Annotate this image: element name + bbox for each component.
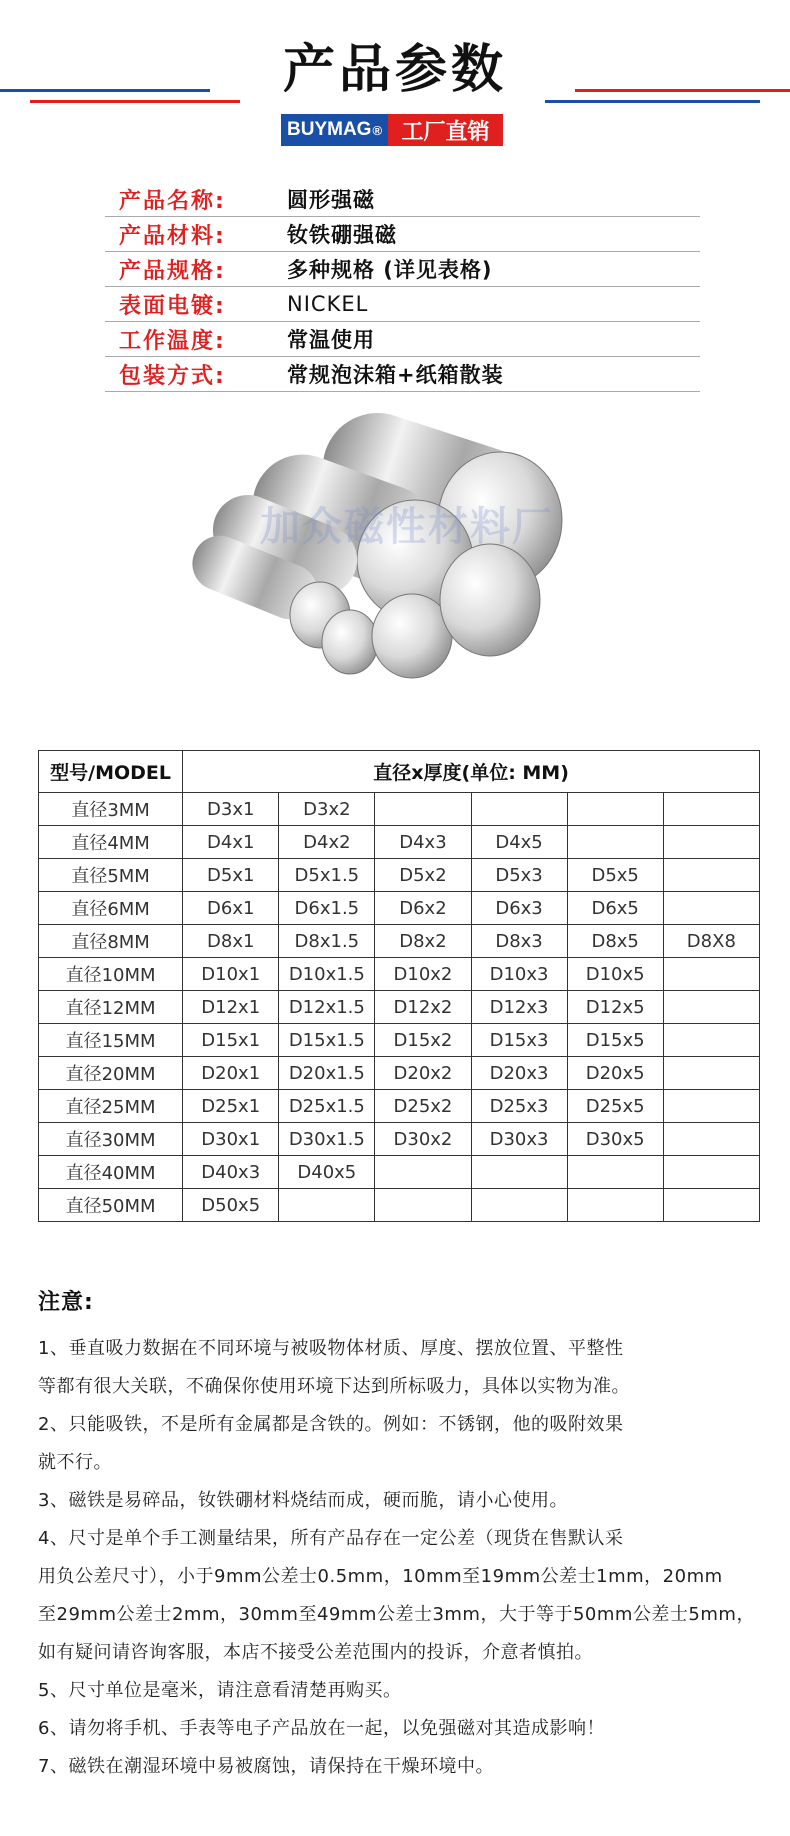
note-line: 至29mm公差士2mm，30mm至49mm公差士3mm，大于等于50mm公差士5mm， xyxy=(38,1604,755,1625)
size-cell: D15x1.5 xyxy=(279,1024,375,1057)
note-line: 2、只能吸铁，不是所有金属都是含铁的。例如：不锈钢，他的吸附效果 xyxy=(38,1414,624,1435)
size-cell: D8x3 xyxy=(471,925,567,958)
size-table xyxy=(38,750,760,1222)
photo-watermark: 加众磁性材料厂 xyxy=(260,504,554,550)
spec-row-plating xyxy=(105,287,700,322)
model-cell: 直径3MM xyxy=(39,793,183,826)
size-cell xyxy=(375,1156,471,1189)
table-row xyxy=(39,793,760,826)
spec-key: 工作温度: xyxy=(119,328,226,354)
size-cell: D5x1.5 xyxy=(279,859,375,892)
model-cell: 直径4MM xyxy=(39,826,183,859)
size-cell: D30x1.5 xyxy=(279,1123,375,1156)
spec-row-temperature xyxy=(105,322,700,357)
size-cell: D4x5 xyxy=(471,826,567,859)
model-cell: 直径5MM xyxy=(39,859,183,892)
size-cell: D15x5 xyxy=(567,1024,663,1057)
page-title: 产品参数 xyxy=(282,40,507,100)
size-cell: D12x1 xyxy=(183,991,279,1024)
spec-value: 圆形强磁 xyxy=(287,188,375,212)
size-cell: D50x5 xyxy=(183,1189,279,1222)
notes-title: 注意: xyxy=(38,1290,94,1315)
size-cell: D30x2 xyxy=(375,1123,471,1156)
size-cell: D20x3 xyxy=(471,1057,567,1090)
size-cell xyxy=(663,826,759,859)
note-line: 5、尺寸单位是毫米，请注意看清楚再购买。 xyxy=(38,1680,402,1701)
size-cell: D15x3 xyxy=(471,1024,567,1057)
spec-value: 多种规格 (详见表格) xyxy=(287,258,493,282)
notes-lines xyxy=(38,1330,755,1786)
size-cell: D8x1 xyxy=(183,925,279,958)
header-dimensions: 直径x厚度(单位: MM) xyxy=(183,751,760,793)
size-cell: D5x3 xyxy=(471,859,567,892)
size-cell: D8X8 xyxy=(663,925,759,958)
notes-section xyxy=(38,1285,755,1786)
model-cell: 直径12MM xyxy=(39,991,183,1024)
table-row xyxy=(39,1024,760,1057)
note-line: 用负公差尺寸），小于9mm公差士0.5mm，10mm至19mm公差士1mm，20mm xyxy=(38,1566,723,1587)
size-cell: D6x3 xyxy=(471,892,567,925)
size-cell: D20x2 xyxy=(375,1057,471,1090)
spec-value: 常温使用 xyxy=(287,328,375,352)
table-header-row xyxy=(39,751,760,793)
size-cell: D6x1.5 xyxy=(279,892,375,925)
spec-list xyxy=(105,182,700,392)
model-cell: 直径25MM xyxy=(39,1090,183,1123)
spec-key: 产品规格: xyxy=(119,258,226,284)
size-cell: D6x1 xyxy=(183,892,279,925)
table-row xyxy=(39,925,760,958)
header-model: 型号/MODEL xyxy=(39,751,183,793)
size-cell xyxy=(471,1189,567,1222)
spec-row-name xyxy=(105,182,700,217)
registered-mark: ® xyxy=(372,122,383,138)
size-cell xyxy=(663,958,759,991)
model-cell: 直径15MM xyxy=(39,1024,183,1057)
size-cell: D25x3 xyxy=(471,1090,567,1123)
table-body xyxy=(39,793,760,1222)
product-photo xyxy=(190,410,600,730)
size-cell: D8x2 xyxy=(375,925,471,958)
brand-name: BUYMAG xyxy=(287,119,372,140)
note-line: 7、磁铁在潮湿环境中易被腐蚀，请保持在干燥环境中。 xyxy=(38,1756,494,1777)
size-cell: D4x2 xyxy=(279,826,375,859)
note-line: 如有疑问请咨询客服，本店不接受公差范围内的投诉，介意者慎拍。 xyxy=(38,1642,593,1663)
size-cell: D6x5 xyxy=(567,892,663,925)
size-cell: D4x1 xyxy=(183,826,279,859)
size-cell: D40x5 xyxy=(279,1156,375,1189)
brand-slogan: 工厂直销 xyxy=(388,114,503,146)
model-cell: 直径6MM xyxy=(39,892,183,925)
spec-row-packaging xyxy=(105,357,700,392)
size-cell: D15x2 xyxy=(375,1024,471,1057)
size-cell: D5x2 xyxy=(375,859,471,892)
size-cell xyxy=(279,1189,375,1222)
size-cell xyxy=(567,826,663,859)
spec-value: 钕铁硼强磁 xyxy=(287,223,397,247)
table-row xyxy=(39,826,760,859)
size-cell xyxy=(375,1189,471,1222)
table-row xyxy=(39,1189,760,1222)
size-cell: D20x1 xyxy=(183,1057,279,1090)
table-row xyxy=(39,859,760,892)
size-cell xyxy=(663,1156,759,1189)
size-cell xyxy=(567,793,663,826)
note-line: 就不行。 xyxy=(38,1452,112,1473)
size-cell: D8x5 xyxy=(567,925,663,958)
note-line: 1、垂直吸力数据在不同环境与被吸物体材质、厚度、摆放位置、平整性 xyxy=(38,1338,624,1359)
brand-badge xyxy=(281,114,503,146)
model-cell: 直径8MM xyxy=(39,925,183,958)
size-cell: D30x1 xyxy=(183,1123,279,1156)
spec-value: 常规泡沫箱+纸箱散装 xyxy=(287,363,504,387)
note-line: 4、尺寸是单个手工测量结果，所有产品存在一定公差（现货在售默认采 xyxy=(38,1528,624,1549)
table-row xyxy=(39,892,760,925)
size-cell xyxy=(663,1189,759,1222)
size-cell: D6x2 xyxy=(375,892,471,925)
size-cell: D4x3 xyxy=(375,826,471,859)
spec-key: 产品材料: xyxy=(119,223,226,249)
size-cell xyxy=(663,1057,759,1090)
note-line: 等都有很大关联，不确保你使用环境下达到所标吸力，具体以实物为准。 xyxy=(38,1376,630,1397)
size-cell: D10x3 xyxy=(471,958,567,991)
model-cell: 直径20MM xyxy=(39,1057,183,1090)
table-row xyxy=(39,1090,760,1123)
size-cell xyxy=(471,1156,567,1189)
size-cell: D10x1.5 xyxy=(279,958,375,991)
size-cell: D30x5 xyxy=(567,1123,663,1156)
header-line-left-red xyxy=(30,100,240,103)
size-cell: D25x2 xyxy=(375,1090,471,1123)
size-cell xyxy=(663,1090,759,1123)
size-cell xyxy=(663,1024,759,1057)
model-cell: 直径50MM xyxy=(39,1189,183,1222)
size-cell: D3x1 xyxy=(183,793,279,826)
size-cell: D25x5 xyxy=(567,1090,663,1123)
size-cell xyxy=(567,1189,663,1222)
size-cell: D40x3 xyxy=(183,1156,279,1189)
spec-key: 包装方式: xyxy=(119,363,226,389)
size-cell: D10x5 xyxy=(567,958,663,991)
spec-value: NICKEL xyxy=(287,292,369,316)
size-cell: D5x1 xyxy=(183,859,279,892)
size-cell: D12x3 xyxy=(471,991,567,1024)
size-cell: D12x2 xyxy=(375,991,471,1024)
size-cell: D15x1 xyxy=(183,1024,279,1057)
size-cell: D20x1.5 xyxy=(279,1057,375,1090)
table-row xyxy=(39,958,760,991)
size-cell: D5x5 xyxy=(567,859,663,892)
model-cell: 直径10MM xyxy=(39,958,183,991)
table-row xyxy=(39,1057,760,1090)
size-cell: D20x5 xyxy=(567,1057,663,1090)
spec-row-size xyxy=(105,252,700,287)
size-cell: D12x1.5 xyxy=(279,991,375,1024)
model-cell: 直径40MM xyxy=(39,1156,183,1189)
size-cell xyxy=(567,1156,663,1189)
spec-key: 表面电镀: xyxy=(119,293,226,319)
size-cell xyxy=(663,892,759,925)
table-row xyxy=(39,991,760,1024)
model-cell: 直径30MM xyxy=(39,1123,183,1156)
size-cell xyxy=(663,1123,759,1156)
size-cell: D10x2 xyxy=(375,958,471,991)
header-line-right-blue xyxy=(545,100,760,103)
table-row xyxy=(39,1123,760,1156)
table-row xyxy=(39,1156,760,1189)
spec-row-material xyxy=(105,217,700,252)
size-cell: D8x1.5 xyxy=(279,925,375,958)
size-cell: D30x3 xyxy=(471,1123,567,1156)
note-line: 3、磁铁是易碎品，钕铁硼材料烧结而成，硬而脆，请小心使用。 xyxy=(38,1490,568,1511)
size-cell: D10x1 xyxy=(183,958,279,991)
size-cell xyxy=(663,991,759,1024)
size-cell: D3x2 xyxy=(279,793,375,826)
size-cell xyxy=(471,793,567,826)
size-cell xyxy=(663,859,759,892)
note-line: 6、请勿将手机、手表等电子产品放在一起，以免强磁对其造成影响！ xyxy=(38,1718,605,1739)
brand-logo-text xyxy=(281,114,388,146)
size-cell xyxy=(663,793,759,826)
size-cell: D25x1.5 xyxy=(279,1090,375,1123)
size-cell xyxy=(375,793,471,826)
size-cell: D12x5 xyxy=(567,991,663,1024)
size-cell: D25x1 xyxy=(183,1090,279,1123)
spec-key: 产品名称: xyxy=(119,188,226,214)
